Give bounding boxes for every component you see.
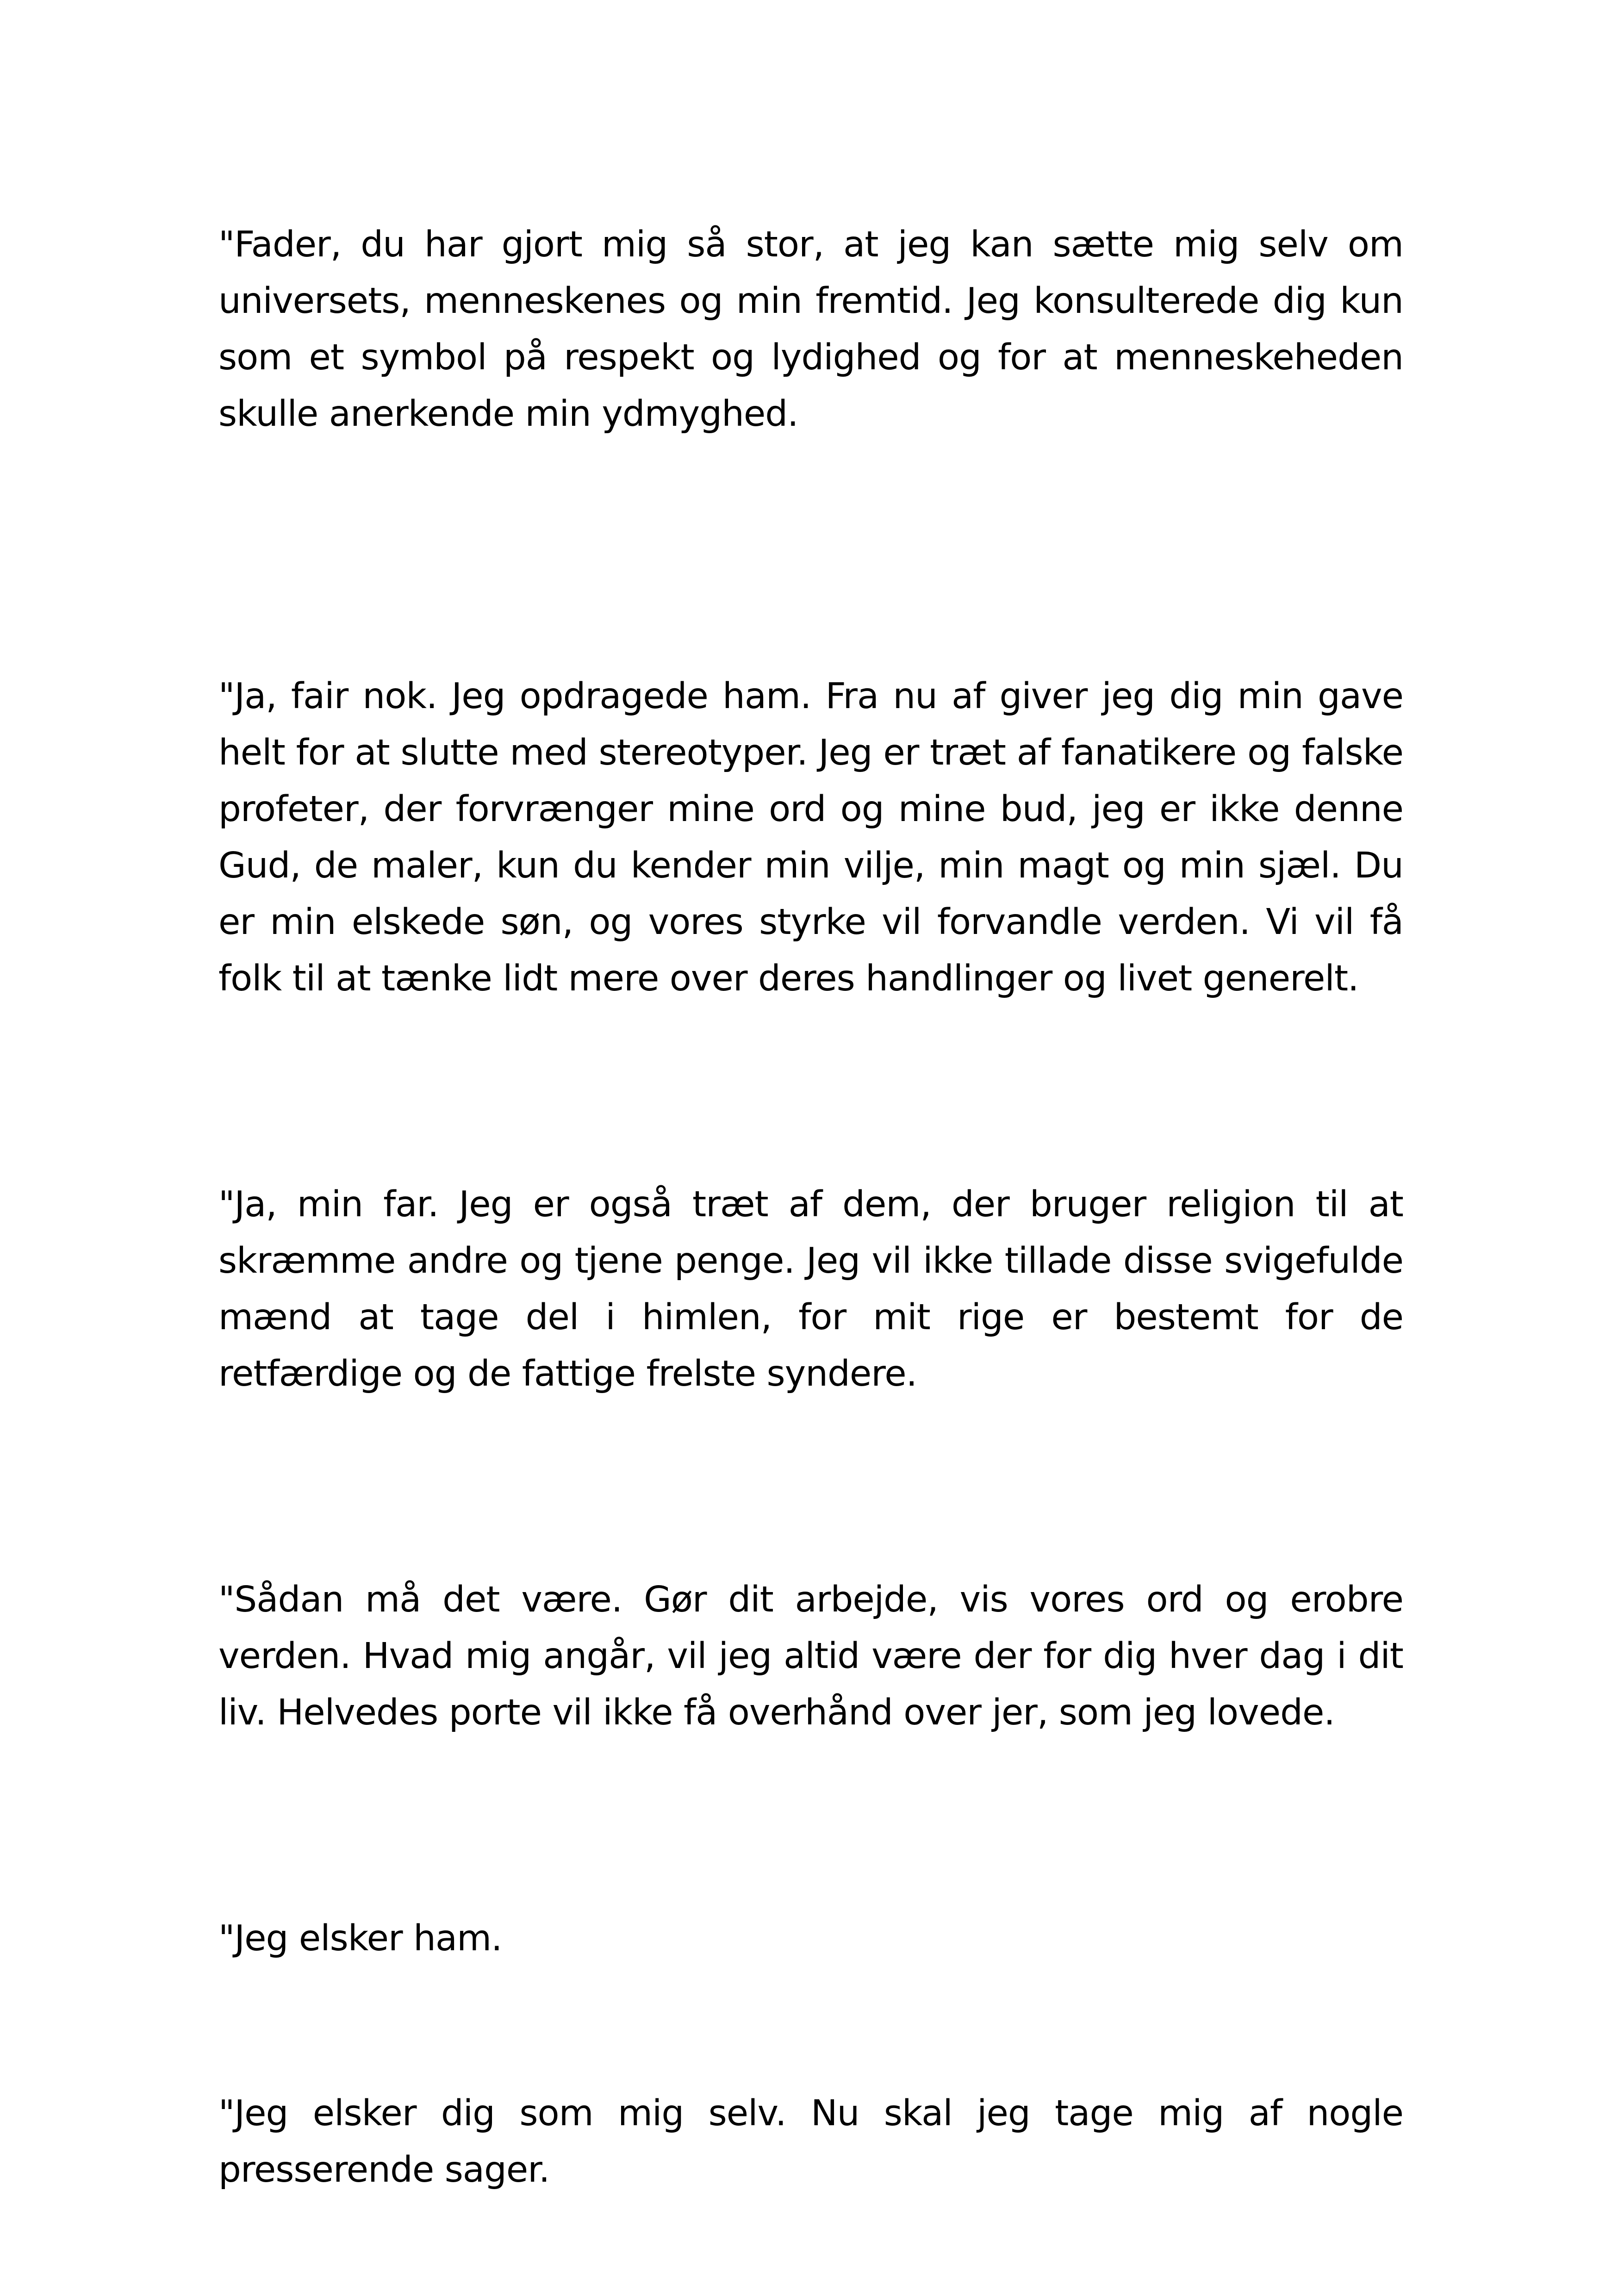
paragraph-4: "Sådan må det være. Gør dit arbejde, vis vores ord og erobre verden. Hvad mig angår, vil jeg altid være der for dig hver dag i dit liv. Helvedes porte vil ikke få overhånd over jer, som jeg lovede. <box>218 1579 1403 1733</box>
paragraph-5: "Jeg elsker ham. <box>218 1918 502 1959</box>
paragraph-2: "Ja, fair nok. Jeg opdragede ham. Fra nu af giver jeg dig min gave helt for at slutte med stereotyper. Jeg er træt af fanatikere og falske profeter, der forvrænger mine ord og mine bud, jeg er ikke denne Gud, de maler, kun du kender min vilje, min magt og min sjæl. Du er min elskede søn, og vores styrke vil forvandle verden. Vi vil få folk til at tænke lidt mere over deres handlinger og livet generelt. <box>218 676 1403 999</box>
paragraph-3: "Ja, min far. Jeg er også træt af dem, der bruger religion til at skræmme andre og tjene penge. Jeg vil ikke tillade disse svigefulde mænd at tage del i himlen, for mit rige er bestemt for de retfærdige og de fattige frelste syndere. <box>218 1184 1403 1394</box>
paragraph-1: "Fader, du har gjort mig så stor, at jeg kan sætte mig selv om universets, menneskenes og min fremtid. Jeg konsulterede dig kun som et symbol på respekt og lydighed og for at menneskeheden skulle anerkende min ydmyghed. <box>218 224 1403 435</box>
document-body <box>218 217 1403 2198</box>
paragraph-6: "Jeg elsker dig som mig selv. Nu skal jeg tage mig af nogle presserende sager. <box>218 2093 1403 2190</box>
